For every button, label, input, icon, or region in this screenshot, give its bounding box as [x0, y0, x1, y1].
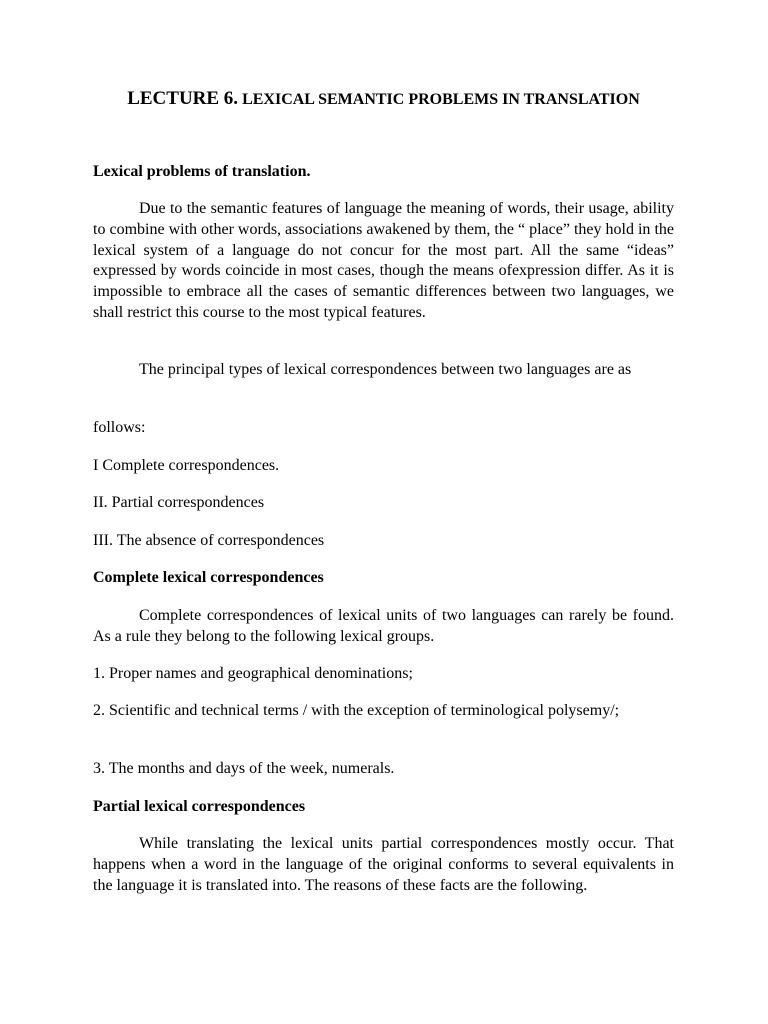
title-lecture-number: LECTURE 6. [127, 88, 239, 109]
section-heading-lexical-problems: Lexical problems of translation. [93, 163, 311, 180]
type-item-partial: II. Partial correspondences [93, 494, 265, 511]
list-item-months-days: 3. The months and days of the week, numerals. [93, 760, 395, 777]
section-heading-partial-correspondences: Partial lexical correspondences [93, 798, 306, 815]
paragraph-principal-types: The principal types of lexical correspondences between two languages are as [139, 361, 632, 378]
section-heading-complete-correspondences: Complete lexical correspondences [93, 569, 324, 586]
paragraph-complete-correspondences: Complete correspondences of lexical units of two languages can rarely be found. As a rule they belong to the following lexical groups. [93, 607, 674, 645]
text-line-follows: follows: [93, 419, 146, 436]
lecture-title [93, 88, 674, 110]
paragraph-partial-correspondences: While translating the lexical units partial correspondences mostly occur. That happens when a word in the language of the original conforms to several equivalents in the language it is translated into. The reasons of these facts are the following. [93, 835, 674, 894]
paragraph-semantic-features: Due to the semantic features of language the meaning of words, their usage, ability to combine with other words, associations awakened by them, the “ place” they hold in the lexical system of a language do not concur for the most part. All the same “ideas” expressed by words coincide in most cases, though the means ofexpression differ. As it is impossible to embrace all the cases of semantic differences between two languages, we shall restrict this course to the most typical features. [93, 200, 674, 321]
list-item-proper-names: 1. Proper names and geographical denominations; [93, 665, 413, 682]
type-item-absence: III. The absence of correspondences [93, 532, 325, 549]
document-page [93, 0, 674, 1024]
list-item-scientific-terms: 2. Scientific and technical terms / with the exception of terminological polysemy/; [93, 702, 620, 719]
title-topic: LEXICAL SEMANTIC PROBLEMS IN TRANSLATION [242, 91, 640, 108]
type-item-complete: I Complete correspondences. [93, 457, 280, 474]
